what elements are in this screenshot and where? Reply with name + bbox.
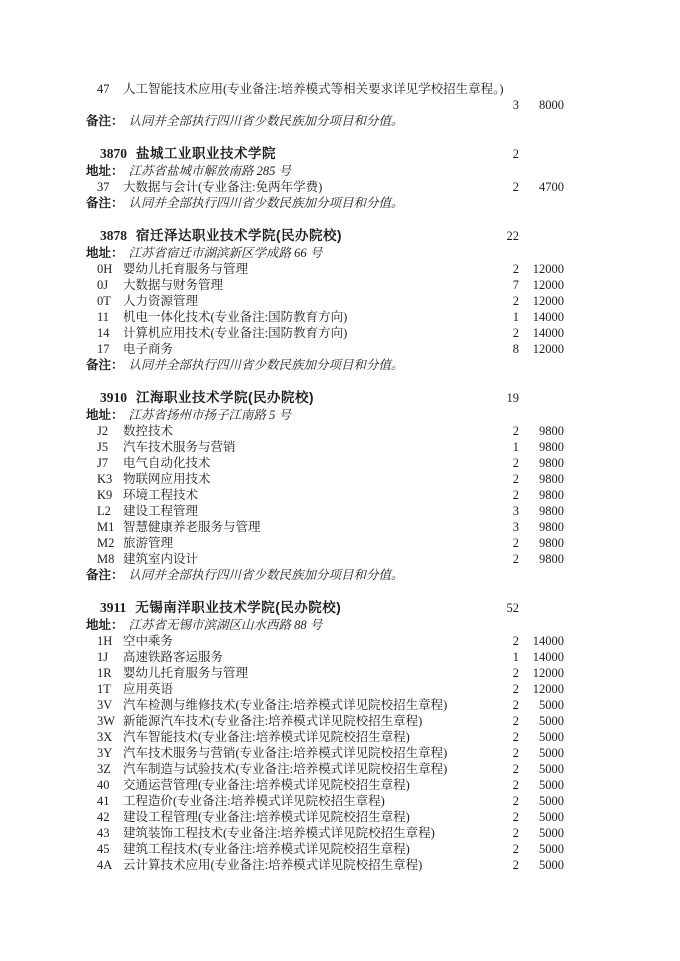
note-text: 认同并全部执行四川省少数民族加分项目和分值。 xyxy=(128,568,404,582)
major-tuition-fee: 9800 xyxy=(539,424,564,438)
major-plan-count: 8 xyxy=(512,342,519,356)
major-code: 14 xyxy=(97,326,110,340)
majors-list xyxy=(86,179,564,195)
major-name: 新能源汽车技术(专业备注:培养模式详见院校招生章程) xyxy=(123,714,423,728)
major-row xyxy=(86,713,564,729)
major-row xyxy=(86,761,564,777)
major-plan-count: 2 xyxy=(512,552,519,566)
college-section xyxy=(86,599,564,873)
major-row xyxy=(86,325,564,341)
major-tuition-fee: 9800 xyxy=(539,552,564,566)
major-row xyxy=(86,535,564,551)
note-text: 认同并全部执行四川省少数民族加分项目和分值。 xyxy=(128,358,404,372)
major-plan-count: 3 xyxy=(512,98,519,112)
major-code: 1H xyxy=(97,634,113,648)
major-name: 大数据与会计(专业备注:免两年学费) xyxy=(123,180,323,194)
major-tuition-fee: 12000 xyxy=(532,342,564,356)
major-row xyxy=(86,293,564,309)
major-tuition-fee: 5000 xyxy=(539,778,564,792)
major-code: 0H xyxy=(97,262,113,276)
college-section xyxy=(86,145,564,211)
major-tuition-fee: 12000 xyxy=(532,682,564,696)
major-row xyxy=(86,309,564,325)
major-plan-count: 7 xyxy=(512,278,519,292)
major-plan-count: 2 xyxy=(512,794,519,808)
address-row xyxy=(86,617,564,633)
address-label: 地址： xyxy=(86,408,124,422)
major-code: 3Y xyxy=(97,746,113,760)
major-name: 电气自动化技术 xyxy=(123,456,211,470)
major-row xyxy=(86,277,564,293)
note-label: 备注： xyxy=(86,114,124,128)
major-name: 计算机应用技术(专业备注:国防教育方向) xyxy=(123,326,348,340)
address-text: 江苏省盐城市解放南路 285 号 xyxy=(128,164,292,178)
note-label: 备注： xyxy=(86,196,124,210)
address-row xyxy=(86,407,564,423)
major-tuition-fee: 5000 xyxy=(539,794,564,808)
major-row xyxy=(86,487,564,503)
major-row xyxy=(86,179,564,195)
major-code: 0T xyxy=(97,294,111,308)
major-code: K3 xyxy=(97,472,113,486)
major-plan-count: 2 xyxy=(512,488,519,502)
address-label: 地址： xyxy=(86,618,124,632)
major-code: 3Z xyxy=(97,762,111,776)
major-name: 大数据与财务管理 xyxy=(123,278,224,292)
address-text: 江苏省无锡市滨湖区山水西路 88 号 xyxy=(128,618,323,632)
major-tuition-fee: 9800 xyxy=(539,472,564,486)
major-name: 物联网应用技术 xyxy=(123,472,211,486)
major-plan-count: 2 xyxy=(512,778,519,792)
major-row xyxy=(86,793,564,809)
major-plan-count: 2 xyxy=(512,456,519,470)
college-total-count: 52 xyxy=(506,601,519,615)
major-row xyxy=(86,649,564,665)
major-code: J5 xyxy=(97,440,109,454)
major-tuition-fee: 14000 xyxy=(532,634,564,648)
note-label: 备注： xyxy=(86,568,124,582)
major-plan-count: 2 xyxy=(512,326,519,340)
major-row xyxy=(86,261,564,277)
major-code: 1J xyxy=(97,650,109,664)
major-name: 旅游管理 xyxy=(123,536,174,550)
address-row xyxy=(86,245,564,261)
major-code: 0J xyxy=(97,278,109,292)
major-row xyxy=(86,665,564,681)
major-name: 汽车技术服务与营销(专业备注:培养模式详见院校招生章程) xyxy=(123,746,448,760)
major-plan-count: 1 xyxy=(512,650,519,664)
major-tuition-fee: 9800 xyxy=(539,488,564,502)
major-code: 11 xyxy=(97,310,110,324)
document-content xyxy=(86,81,564,889)
major-code: 40 xyxy=(97,778,110,792)
major-tuition-fee: 9800 xyxy=(539,520,564,534)
major-row xyxy=(86,471,564,487)
major-tuition-fee: 5000 xyxy=(539,842,564,856)
major-row xyxy=(86,97,564,113)
major-name: 建筑装饰工程技术(专业备注:培养模式详见院校招生章程) xyxy=(123,826,435,840)
major-row xyxy=(86,341,564,357)
major-tuition-fee: 5000 xyxy=(539,730,564,744)
address-row xyxy=(86,163,564,179)
major-tuition-fee: 14000 xyxy=(532,650,564,664)
college-name: 盐城工业职业技术学院 xyxy=(136,146,276,161)
major-tuition-fee: 5000 xyxy=(539,810,564,824)
major-plan-count: 2 xyxy=(512,424,519,438)
majors-list xyxy=(86,261,564,357)
major-code: 47 xyxy=(97,82,110,96)
major-tuition-fee: 5000 xyxy=(539,762,564,776)
major-row xyxy=(86,825,564,841)
major-tuition-fee: 12000 xyxy=(532,262,564,276)
major-code: 1T xyxy=(97,682,111,696)
major-plan-count: 2 xyxy=(512,666,519,680)
major-name: 云计算技术应用(专业备注:培养模式详见院校招生章程) xyxy=(123,858,423,872)
college-name: 江海职业技术学院(民办院校) xyxy=(136,390,314,405)
major-code: 3V xyxy=(97,698,113,712)
major-name xyxy=(123,97,484,113)
major-tuition-fee: 5000 xyxy=(539,858,564,872)
major-tuition-fee: 12000 xyxy=(532,278,564,292)
major-row xyxy=(86,423,564,439)
major-name: 婴幼儿托育服务与管理 xyxy=(123,666,249,680)
major-tuition-fee: 5000 xyxy=(539,698,564,712)
major-code: J2 xyxy=(97,424,109,438)
major-row xyxy=(86,697,564,713)
major-name: 建筑工程技术(专业备注:培养模式详见院校招生章程) xyxy=(123,842,410,856)
major-name: 空中乘务 xyxy=(123,634,174,648)
college-total-count: 22 xyxy=(506,229,519,243)
college-code: 3870 xyxy=(100,146,127,161)
major-name: 汽车检测与维修技术(专业备注:培养模式详见院校招生章程) xyxy=(123,698,448,712)
college-name: 无锡南洋职业技术学院(民办院校) xyxy=(135,600,342,615)
college-total-count: 2 xyxy=(512,147,519,161)
major-plan-count: 2 xyxy=(512,294,519,308)
major-tuition-fee: 5000 xyxy=(539,746,564,760)
majors-list xyxy=(86,81,564,113)
major-name: 应用英语 xyxy=(123,682,174,696)
major-row xyxy=(86,519,564,535)
major-plan-count: 2 xyxy=(512,746,519,760)
major-code: 4A xyxy=(97,858,113,872)
note-row xyxy=(86,195,564,211)
major-row xyxy=(86,455,564,471)
major-name: 智慧健康养老服务与管理 xyxy=(123,520,261,534)
major-code: 17 xyxy=(97,342,110,356)
major-row xyxy=(86,503,564,519)
major-plan-count: 2 xyxy=(512,682,519,696)
major-tuition-fee: 12000 xyxy=(532,666,564,680)
major-name: 人工智能技术应用(专业备注:培养模式等相关要求详见学校招生章程。) xyxy=(123,82,504,96)
major-code: 1R xyxy=(97,666,112,680)
majors-list xyxy=(86,633,564,873)
major-code: M8 xyxy=(97,552,115,566)
note-row xyxy=(86,357,564,373)
address-label: 地址： xyxy=(86,164,124,178)
major-name: 建设工程管理(专业备注:培养模式详见院校招生章程) xyxy=(123,810,410,824)
address-text: 江苏省扬州市扬子江南路 5 号 xyxy=(128,408,292,422)
major-plan-count: 3 xyxy=(512,504,519,518)
major-plan-count: 1 xyxy=(512,440,519,454)
major-name: 汽车制造与试验技术(专业备注:培养模式详见院校招生章程) xyxy=(123,762,448,776)
major-tuition-fee: 8000 xyxy=(539,98,564,112)
major-row xyxy=(86,777,564,793)
majors-list xyxy=(86,423,564,567)
major-name: 汽车技术服务与营销 xyxy=(123,440,236,454)
major-name: 婴幼儿托育服务与管理 xyxy=(123,262,249,276)
major-plan-count: 2 xyxy=(512,810,519,824)
major-tuition-fee: 9800 xyxy=(539,440,564,454)
major-code: 41 xyxy=(97,794,110,808)
major-name: 建筑室内设计 xyxy=(123,552,199,566)
major-row xyxy=(86,681,564,697)
major-code: 3W xyxy=(97,714,116,728)
address-text: 江苏省宿迁市湖滨新区学成路 66 号 xyxy=(128,246,323,260)
major-tuition-fee: 14000 xyxy=(532,310,564,324)
major-tuition-fee: 14000 xyxy=(532,326,564,340)
college-code: 3911 xyxy=(100,600,127,615)
major-name: 交通运营管理(专业备注:培养模式详见院校招生章程) xyxy=(123,778,410,792)
major-plan-count: 2 xyxy=(512,634,519,648)
major-row xyxy=(86,841,564,857)
major-code: M2 xyxy=(97,536,115,550)
major-plan-count: 2 xyxy=(512,842,519,856)
college-name: 宿迁泽达职业技术学院(民办院校) xyxy=(136,228,342,243)
major-plan-count: 2 xyxy=(512,472,519,486)
major-row xyxy=(86,81,564,97)
major-name: 工程造价(专业备注:培养模式详见院校招生章程) xyxy=(123,794,385,808)
note-text: 认同并全部执行四川省少数民族加分项目和分值。 xyxy=(128,196,404,210)
major-code: 3X xyxy=(97,730,113,744)
college-heading-row xyxy=(86,389,564,407)
major-plan-count: 2 xyxy=(512,762,519,776)
major-name: 机电一体化技术(专业备注:国防教育方向) xyxy=(123,310,348,324)
major-tuition-fee: 9800 xyxy=(539,456,564,470)
major-name: 人力资源管理 xyxy=(123,294,199,308)
major-row xyxy=(86,745,564,761)
major-plan-count: 1 xyxy=(512,310,519,324)
major-name: 汽车智能技术(专业备注:培养模式详见院校招生章程) xyxy=(123,730,410,744)
major-code: J7 xyxy=(97,456,109,470)
major-row xyxy=(86,809,564,825)
major-code xyxy=(97,97,117,113)
major-code: 42 xyxy=(97,810,110,824)
major-tuition-fee: 12000 xyxy=(532,294,564,308)
major-row xyxy=(86,857,564,873)
major-row xyxy=(86,439,564,455)
major-row xyxy=(86,729,564,745)
major-plan-count: 2 xyxy=(512,714,519,728)
major-tuition-fee: 9800 xyxy=(539,504,564,518)
major-code: L2 xyxy=(97,504,111,518)
college-code: 3910 xyxy=(100,390,127,405)
college-heading-row xyxy=(86,227,564,245)
major-name: 电子商务 xyxy=(123,342,174,356)
major-plan-count: 2 xyxy=(512,730,519,744)
major-name: 数控技术 xyxy=(123,424,174,438)
note-text: 认同并全部执行四川省少数民族加分项目和分值。 xyxy=(128,114,404,128)
major-code: 43 xyxy=(97,826,110,840)
note-row xyxy=(86,113,564,129)
major-plan-count: 2 xyxy=(512,262,519,276)
college-heading-row xyxy=(86,145,564,163)
major-code: 37 xyxy=(97,180,110,194)
major-tuition-fee: 9800 xyxy=(539,536,564,550)
college-heading-row xyxy=(86,599,564,617)
major-row xyxy=(86,551,564,567)
college-section xyxy=(86,389,564,583)
major-row xyxy=(86,633,564,649)
major-code: 45 xyxy=(97,842,110,856)
major-code: M1 xyxy=(97,520,115,534)
major-tuition-fee: 5000 xyxy=(539,714,564,728)
major-name: 高速铁路客运服务 xyxy=(123,650,224,664)
major-plan-count: 3 xyxy=(512,520,519,534)
major-tuition-fee: 5000 xyxy=(539,826,564,840)
address-label: 地址： xyxy=(86,246,124,260)
major-plan-count: 2 xyxy=(512,180,519,194)
college-section xyxy=(86,227,564,373)
college-total-count: 19 xyxy=(506,391,519,405)
major-name: 环境工程技术 xyxy=(123,488,199,502)
major-plan-count: 2 xyxy=(512,698,519,712)
major-plan-count: 2 xyxy=(512,536,519,550)
major-code: K9 xyxy=(97,488,113,502)
note-row xyxy=(86,567,564,583)
major-plan-count: 2 xyxy=(512,826,519,840)
major-tuition-fee: 4700 xyxy=(539,180,564,194)
major-plan-count: 2 xyxy=(512,858,519,872)
college-code: 3878 xyxy=(100,228,127,243)
major-name: 建设工程管理 xyxy=(123,504,199,518)
college-section xyxy=(86,81,564,129)
note-label: 备注： xyxy=(86,358,124,372)
